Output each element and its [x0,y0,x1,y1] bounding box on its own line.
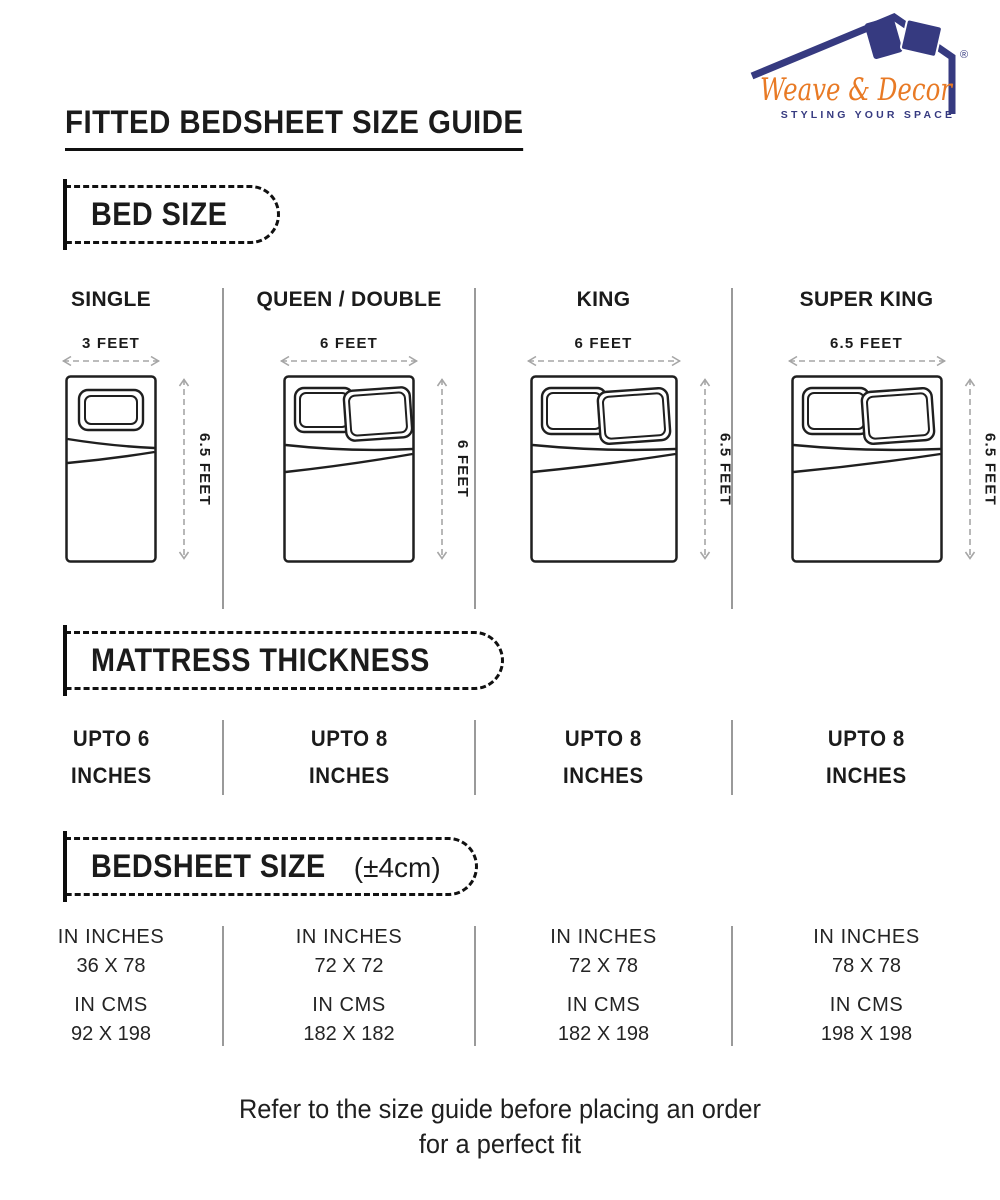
brand-tagline: STYLING YOUR SPACE [780,109,956,121]
width-label: 6 FEET [574,335,633,352]
inches-value: 72 X 72 [314,954,384,977]
height-arrow-icon [177,375,191,563]
bedsheet-size-section [0,912,1000,1070]
column-king [474,288,734,609]
brand-logo [746,8,984,128]
column-header: QUEEN / DOUBLE [256,288,442,311]
mattress-line: INCHES [70,763,152,789]
sheet-size-single [0,926,222,1046]
footer-line-2: for a perfect fit [418,1129,582,1160]
footer-line-1: Refer to the size guide before placing an order [238,1093,762,1124]
bedsheet-size-heading [65,837,478,896]
registered-mark: ® [960,49,969,61]
sheet-size-king [474,926,731,1046]
bed-diagram-super-king [791,375,999,563]
width-arrow-icon [785,354,949,368]
width-label: 3 FEET [81,335,141,352]
inches-header: IN INCHES [813,925,920,948]
bed-diagram-queen [283,375,471,563]
cms-value: 182 X 182 [303,1022,395,1045]
column-header: SINGLE [71,288,151,311]
page-title: FITTED BEDSHEET SIZE GUIDE [65,104,524,151]
width-label: 6 FEET [319,335,379,352]
height-arrow-icon [698,375,712,563]
inches-header: IN INCHES [57,925,165,948]
sheet-size-super-king [731,926,1000,1046]
sheet-size-queen [222,926,474,1046]
bed-size-section [0,288,1000,609]
bed-size-heading [65,185,280,244]
height-label: 6.5 FEET [716,432,734,506]
cms-header: IN CMS [312,993,386,1016]
width-arrow-icon [277,354,421,368]
height-arrow-icon [963,375,977,563]
tolerance-note: (±4cm) [353,851,441,883]
height-arrow-icon [435,375,449,563]
mattress-line: UPTO 8 [310,726,388,751]
width-label: 6.5 FEET [830,335,903,352]
mattress-thickness-heading [65,631,504,690]
bed-diagram-king [530,375,734,563]
inches-header: IN INCHES [295,925,403,948]
height-label: 6 FEET [454,439,471,499]
cms-header: IN CMS [566,993,641,1016]
mattress-line: UPTO 8 [828,726,905,751]
bed-size-label: BED SIZE [91,196,228,232]
bedsheet-size-label: BEDSHEET SIZE [91,847,326,884]
mattress-value-single [0,720,222,795]
cms-value: 182 X 198 [557,1022,650,1045]
column-queen-double [222,288,474,609]
mattress-value-queen [222,720,474,795]
brand-name: Weave & Decor [760,72,954,108]
mattress-line: UPTO 8 [565,726,642,751]
width-arrow-icon [524,354,684,368]
mattress-line: INCHES [563,763,644,789]
column-super-king [731,288,1000,609]
column-header: SUPER KING [799,288,934,311]
mattress-line: UPTO 6 [72,726,150,751]
mattress-value-king [474,720,731,795]
mattress-line: INCHES [826,763,907,789]
inches-header: IN INCHES [550,925,657,948]
mattress-thickness-label: MATTRESS THICKNESS [91,642,430,678]
cms-value: 92 X 198 [70,1022,152,1045]
bed-diagram-single [65,375,213,563]
inches-value: 78 X 78 [832,954,901,977]
cms-header: IN CMS [74,993,148,1016]
mattress-line: INCHES [308,763,390,789]
cms-header: IN CMS [829,993,904,1016]
footer-note [30,1092,970,1163]
column-single [0,288,222,609]
cms-value: 198 X 198 [820,1022,913,1045]
inches-value: 36 X 78 [76,954,146,977]
mattress-value-super-king [731,720,1000,795]
inches-value: 72 X 78 [569,954,638,977]
height-label: 6.5 FEET [196,432,213,506]
height-label: 6.5 FEET [981,432,999,506]
width-arrow-icon [59,354,163,368]
mattress-thickness-section [0,690,1000,813]
column-header: KING [576,288,631,311]
